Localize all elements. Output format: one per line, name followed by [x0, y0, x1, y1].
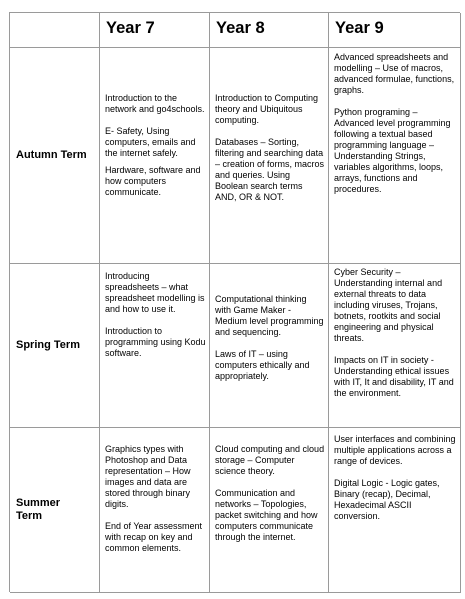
header-year-9: Year 9	[329, 13, 461, 48]
cell-paragraph: Communication and networks – Topologies, packet switching and how computers communicate through the internet.	[215, 488, 318, 542]
cell-paragraph: Cloud computing and cloud storage – Computer science theory.	[215, 444, 325, 476]
cell-paragraph: Python programing – Advanced level programming following a textual based programming language – Understanding Strings, variables algorithms, loops, arrays, functions and procedures.	[334, 107, 451, 194]
cell-paragraph: Hardware, software and how computers communicate.	[105, 165, 201, 197]
term-label: Autumn Term	[16, 149, 87, 161]
summer-year7-cell	[100, 428, 210, 593]
term-summer	[10, 428, 100, 593]
cell-paragraph: Graphics types with Photoshop and Data representation – How images and data are stored through binary digits.	[105, 444, 191, 509]
cell-paragraph: Introduction to the network and go4schools.	[105, 93, 205, 114]
term-label: Spring Term	[16, 339, 80, 351]
term-label: Summer Term	[16, 497, 61, 522]
term-spring	[10, 264, 100, 428]
cell-paragraph: Computational thinking with Game Maker - Medium level programming and sequencing.	[215, 294, 324, 337]
curriculum-table	[9, 12, 460, 592]
spring-year9-cell	[329, 264, 461, 428]
cell-paragraph: End of Year assessment with recap on key and common elements.	[105, 521, 203, 553]
spring-year7-cell	[100, 264, 210, 428]
spring-year8-cell	[210, 264, 329, 428]
header-corner	[10, 13, 100, 48]
autumn-year9-cell	[329, 48, 461, 264]
cell-paragraph: Introduction to Computing theory and Ubiquitous computing.	[215, 93, 319, 125]
cell-paragraph: Introduction to programming using Kodu software.	[105, 326, 206, 358]
header-year-8: Year 8	[210, 13, 329, 48]
cell-paragraph: Digital Logic - Logic gates, Binary (recap), Decimal, Hexadecimal ASCII conversion.	[334, 478, 440, 521]
cell-paragraph: Laws of IT – using computers ethically and appropriately.	[215, 349, 310, 381]
autumn-year8-cell	[210, 48, 329, 264]
autumn-year7-cell	[100, 48, 210, 264]
cell-paragraph: E- Safety, Using computers, emails and the internet safely.	[105, 126, 196, 158]
cell-paragraph: Impacts on IT in society - Understanding ethical issues with IT, It and disability, IT and the environment.	[334, 355, 454, 398]
term-autumn	[10, 48, 100, 264]
summer-year8-cell	[210, 428, 329, 593]
cell-paragraph: User interfaces and combining multiple applications across a range of devices.	[334, 434, 456, 466]
cell-paragraph: Introducing spreadsheets – what spreadsheet modelling is and how to use it.	[105, 271, 205, 314]
header-year-7: Year 7	[100, 13, 210, 48]
cell-paragraph: Advanced spreadsheets and modelling – Use of macros, advanced formulae, functions, graphs.	[334, 52, 455, 95]
cell-paragraph: Databases – Sorting, filtering and searching data – creation of forms, macros and queries. Using Boolean search terms AND, OR & NOT.	[215, 137, 325, 202]
summer-year9-cell	[329, 428, 461, 593]
cell-paragraph: Cyber Security – Understanding internal and external threats to data including viruses, Trojans, botnets, rootkits and social engineering and physical threats.	[334, 267, 443, 343]
